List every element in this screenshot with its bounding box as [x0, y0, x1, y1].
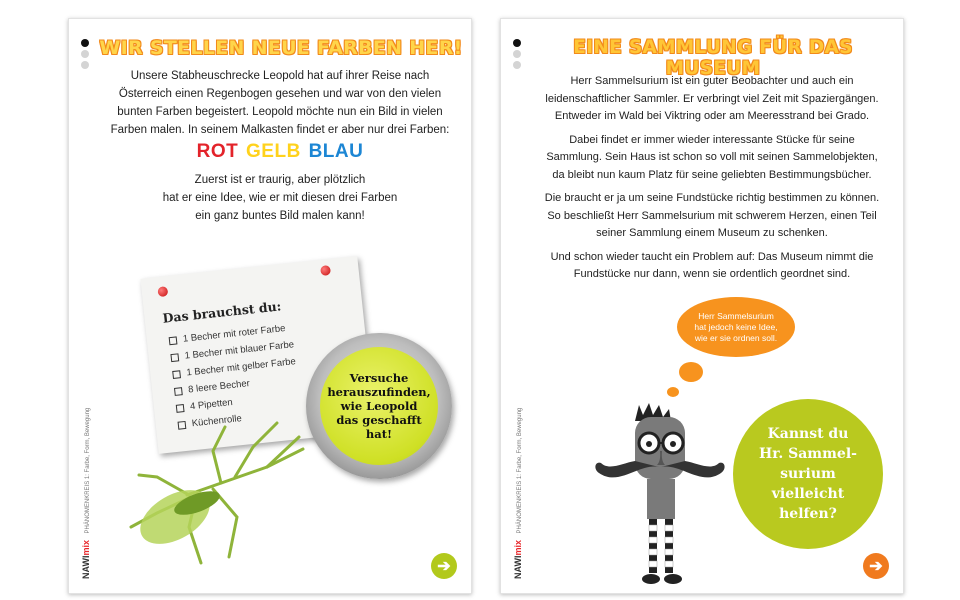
list-item-label: Küchenrolle — [191, 413, 243, 430]
page-title: WIR STELLEN NEUE FARBEN HER! — [99, 37, 463, 59]
story-text — [537, 73, 887, 290]
text-line: Versuche — [349, 371, 409, 385]
paragraph — [537, 190, 887, 243]
text-line: seiner Sammlung einem Museum zu schenken. — [596, 227, 828, 239]
next-button[interactable] — [863, 553, 889, 579]
text-line: So beschließt Herr Sammelsurium mit schwerem Herzen, einen Teil — [547, 209, 877, 222]
text-line: da bleibt nun kaum Platz für seine geliebten Bestimmungsbücher. — [552, 168, 872, 181]
thought-dot — [667, 387, 679, 397]
color-yellow-label: GELB — [246, 141, 301, 162]
text-line: Kannst du — [767, 426, 849, 442]
text-line: Dabei findet er immer wieder interessante Stücke für seine — [569, 133, 855, 146]
list-item-label: 1 Becher mit blauer Farbe — [184, 339, 295, 362]
intro-text — [105, 67, 455, 139]
text-line: Entweder im Wald bei Viktring oder am Meeresstrand bei Grado. — [554, 110, 870, 122]
paragraph — [537, 249, 887, 284]
page-dot[interactable] — [81, 50, 89, 58]
arrow-right-icon: ➔ — [869, 558, 883, 575]
text-line: hat er eine Idee, wie er mit diesen drei Farben — [162, 192, 398, 204]
left-card — [68, 18, 472, 594]
brand-name: NAWI — [81, 555, 91, 579]
page-dot[interactable] — [513, 50, 521, 58]
text-line: Sammlung. Sein Haus ist schon so voll mit seinen Sammelobjekten, — [546, 151, 878, 163]
page-dot[interactable] — [513, 61, 521, 69]
text-line: wie Leopold — [340, 399, 418, 413]
arrow-right-icon: ➔ — [437, 558, 451, 575]
brand-subtitle: PHÄNOMENKREIS 1: Farbe, Form, Bewegung — [85, 407, 91, 534]
thought-dot — [679, 362, 703, 382]
text-line: Farben malen. In seinem Malkasten findet er aber nur drei Farben: — [110, 124, 450, 136]
list-item-label: 1 Becher mit gelber Farbe — [185, 356, 297, 379]
text-line: wie er sie ordnen soll. — [694, 332, 778, 343]
pin-icon — [320, 265, 331, 276]
pin-icon — [157, 286, 168, 297]
text-line: Herr Sammelsurium — [698, 310, 774, 321]
paint-lid — [306, 333, 452, 479]
brand-subtitle: PHÄNOMENKREIS 1: Farbe, Form, Bewegung — [517, 407, 523, 534]
next-button[interactable] — [431, 553, 457, 579]
paragraph — [537, 132, 887, 185]
page-indicator — [513, 39, 521, 72]
paragraph — [537, 73, 887, 126]
text-line: hat jedoch keine Idee, — [694, 321, 778, 332]
brand-name-accent: mix — [81, 539, 91, 556]
page-dot[interactable] — [81, 61, 89, 69]
list-item-label: 8 leere Becher — [187, 378, 251, 396]
text-line: Und schon wieder taucht ein Problem auf: Das Museum nimmt die — [550, 250, 874, 263]
text-line: Österreich einen Regenbogen gesehen und war von den vielen — [118, 88, 442, 100]
checkbox-icon[interactable] — [176, 404, 185, 413]
color-blue-label: BLAU — [308, 141, 364, 162]
challenge-text — [320, 347, 438, 465]
follow-text — [105, 171, 455, 225]
list-item-label: 1 Becher mit roter Farbe — [182, 323, 286, 345]
text-line: leidenschaftlicher Sammler. Er verbringt viel Zeit mit Spaziergängen. — [545, 92, 879, 105]
text-line: das geschafft — [336, 413, 422, 427]
right-card — [500, 18, 904, 594]
checkbox-icon[interactable] — [174, 387, 183, 396]
text-line: Zuerst ist er traurig, aber plötzlich — [194, 174, 366, 186]
text-line: helfen? — [779, 506, 837, 522]
page-title: EINE SAMMLUNG FÜR DAS MUSEUM — [573, 37, 853, 79]
page-dot-active[interactable] — [513, 39, 521, 47]
checkbox-icon[interactable] — [172, 370, 181, 379]
brand-name: NAWI — [513, 555, 523, 579]
note-title: Das brauchst du: — [161, 298, 282, 326]
text-line: Unsere Stabheuschrecke Leopold hat auf ihrer Reise nach — [130, 70, 430, 82]
page-indicator — [81, 39, 89, 72]
text-line: herauszufinden, — [327, 385, 431, 399]
text-line: Fundstücke nur dann, wenn sie ordentlich geordnet sind. — [573, 268, 851, 280]
checkbox-icon[interactable] — [170, 353, 179, 362]
sammelsurium-character-icon — [589, 399, 729, 589]
thought-bubble — [677, 297, 795, 357]
primary-colors — [105, 141, 455, 163]
list-item-label: 4 Pipetten — [189, 396, 234, 413]
text-line: Hr. Sammel- — [759, 446, 857, 462]
checkbox-icon[interactable] — [169, 336, 178, 345]
text-line: hat! — [365, 427, 393, 441]
help-prompt — [733, 399, 883, 549]
page-dot-active[interactable] — [81, 39, 89, 47]
stick-insect-icon — [117, 417, 307, 567]
brand-strip — [73, 359, 95, 579]
text-line: ein ganz buntes Bild malen kann! — [195, 210, 365, 222]
color-red-label: ROT — [196, 141, 239, 162]
text-line: Herr Sammelsurium ist ein guter Beobachter und auch ein — [570, 75, 854, 87]
text-line: surium — [780, 466, 836, 482]
text-line: Die braucht er ja um seine Fundstücke richtig bestimmen zu können. — [544, 192, 880, 204]
brand-strip — [505, 359, 527, 579]
text-line: vielleicht — [771, 486, 845, 502]
text-line: bunten Farben begeistert. Leopold möchte nun ein Bild in vielen — [117, 106, 443, 118]
brand-name-accent: mix — [513, 539, 523, 556]
